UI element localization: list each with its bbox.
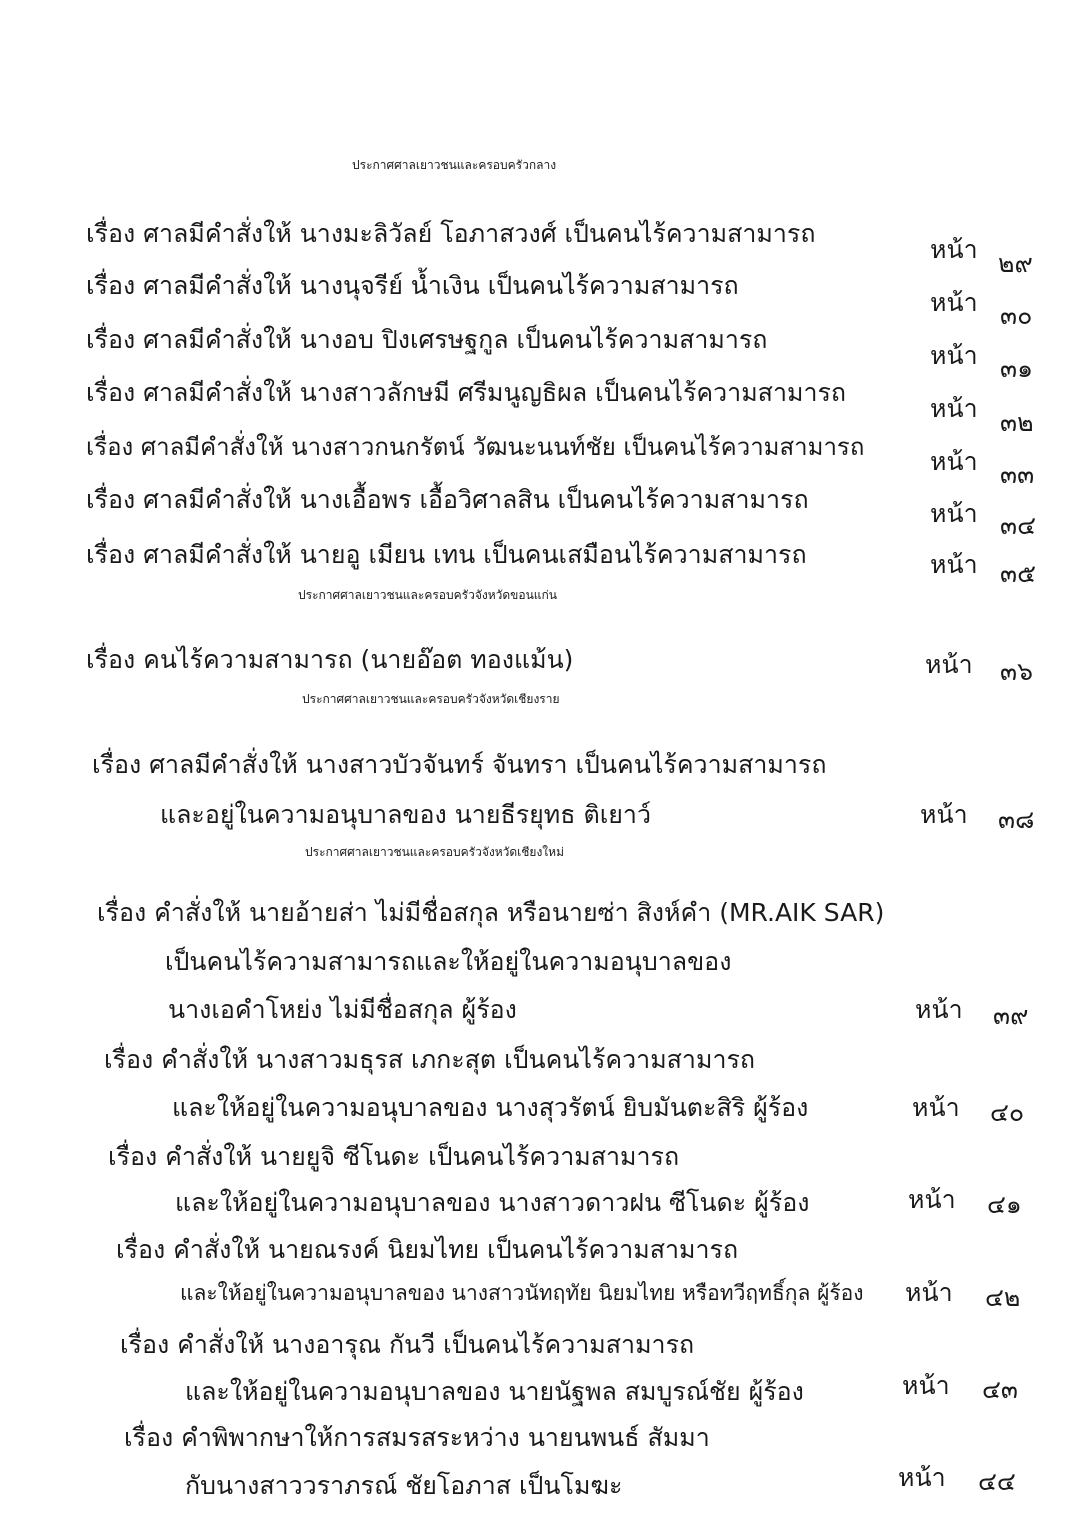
- page-number: ๔๔: [978, 1467, 1016, 1496]
- page-number: ๓๐: [1000, 301, 1033, 330]
- entry-line: และให้อยู่ในความอนุบาลของ นางสาวดาวฝน ซีโนดะ ผู้ร้อง: [175, 1188, 810, 1217]
- entry-line: และอยู่ในความอนุบาลของ นายธีรยุทธ ติเยาว์: [160, 800, 651, 829]
- page-number: ๓๑: [1000, 354, 1033, 383]
- entry-line: และให้อยู่ในความอนุบาลของ นางสาวนัทฤทัย นิยมไทย หรือทวีฤทธิ์กุล ผู้ร้อง: [180, 1281, 864, 1305]
- page-number: ๓๘: [998, 805, 1035, 834]
- entry-line: นางเอคำโหย่ง ไม่มีชื่อสกุล ผู้ร้อง: [168, 995, 517, 1024]
- entry-line: เรื่อง คนไร้ความสามารถ (นายอ๊อต ทองแม้น): [86, 645, 574, 674]
- page-label: หน้า: [902, 1371, 950, 1400]
- page-label: หน้า: [930, 447, 978, 476]
- page-label: หน้า: [908, 1185, 956, 1214]
- entry-line: เรื่อง ศาลมีคำสั่งให้ นางเอื้อพร เอื้อวิศาลสิน เป็นคนไร้ความสามารถ: [86, 485, 809, 514]
- page-number: ๔๑: [987, 1190, 1022, 1219]
- entry-line: และให้อยู่ในความอนุบาลของ นางสุวรัตน์ ยิบมันตะสิริ ผู้ร้อง: [172, 1093, 809, 1122]
- section-heading: ประกาศศาลเยาวชนและครอบครัวกลาง: [352, 158, 557, 172]
- page-label: หน้า: [930, 235, 978, 264]
- entry-line: เรื่อง ศาลมีคำสั่งให้ นางสาวกนกรัตน์ วัฒนะนนท์ชัย เป็นคนไร้ความสามารถ: [86, 433, 865, 461]
- entry-line: เรื่อง ศาลมีคำสั่งให้ นางมะลิวัลย์ โอภาสวงศ์ เป็นคนไร้ความสามารถ: [86, 219, 816, 248]
- entry-line: เรื่อง ศาลมีคำสั่งให้ นางนุจรีย์ น้ำเงิน เป็นคนไร้ความสามารถ: [86, 271, 739, 300]
- page-label: หน้า: [925, 650, 973, 679]
- section-heading: ประกาศศาลเยาวชนและครอบครัวจังหวัดเชียงใหม่: [305, 845, 564, 859]
- page-label: หน้า: [915, 995, 963, 1024]
- page-number: ๓๔: [1000, 511, 1037, 540]
- entry-line: เรื่อง ศาลมีคำสั่งให้ นายอู เมียน เทน เป็นคนเสมือนไร้ความสามารถ: [86, 540, 807, 569]
- entry-line: เรื่อง ศาลมีคำสั่งให้ นางสาวบัวจันทร์ จันทรา เป็นคนไร้ความสามารถ: [92, 750, 827, 779]
- page-number: ๓๖: [1000, 657, 1033, 686]
- page-label: หน้า: [920, 800, 968, 829]
- section-heading: ประกาศศาลเยาวชนและครอบครัวจังหวัดขอนแก่น: [298, 588, 557, 602]
- entry-line: และให้อยู่ในความอนุบาลของ นายนัฐพล สมบูรณ์ชัย ผู้ร้อง: [185, 1377, 804, 1406]
- page-number: ๔๐: [990, 1098, 1025, 1127]
- page-number: ๔๓: [982, 1375, 1019, 1404]
- page-label: หน้า: [905, 1278, 953, 1307]
- page-number: ๓๙: [993, 1001, 1029, 1030]
- entry-line: เรื่อง คำสั่งให้ นายณรงค์ นิยมไทย เป็นคนไร้ความสามารถ: [116, 1235, 739, 1264]
- page-label: หน้า: [898, 1463, 946, 1492]
- entry-line: เรื่อง คำสั่งให้ นายยูจิ ซีโนดะ เป็นคนไร้ความสามารถ: [108, 1142, 680, 1171]
- section-heading: ประกาศศาลเยาวชนและครอบครัวจังหวัดเชียงราย: [302, 692, 560, 706]
- page-label: หน้า: [912, 1093, 960, 1122]
- page-number: ๒๙: [998, 249, 1033, 278]
- page-number: ๓๒: [1000, 408, 1034, 437]
- page-label: หน้า: [930, 288, 978, 317]
- entry-line: เป็นคนไร้ความสามารถและให้อยู่ในความอนุบาลของ: [165, 947, 732, 976]
- entry-line: เรื่อง คำสั่งให้ นายอ้ายส่า ไม่มีชื่อสกุล หรือนายซ่า สิงห์คำ (MR.AIK SAR): [97, 898, 885, 927]
- page-number: ๓๓: [1000, 460, 1035, 489]
- entry-line: เรื่อง คำพิพากษาให้การสมรสระหว่าง นายนพนธ์ สัมมา: [124, 1423, 710, 1452]
- page-number: ๔๒: [985, 1283, 1021, 1312]
- page-label: หน้า: [930, 341, 978, 370]
- entry-line: เรื่อง ศาลมีคำสั่งให้ นางอบ ปิงเศรษฐกูล เป็นคนไร้ความสามารถ: [86, 325, 768, 354]
- entry-line: เรื่อง คำสั่งให้ นางสาวมธุรส เภกะสุต เป็นคนไร้ความสามารถ: [104, 1045, 756, 1074]
- page-number: ๓๕: [1000, 559, 1037, 588]
- entry-line: เรื่อง ศาลมีคำสั่งให้ นางสาวลักษมี ศรีมนูญธิผล เป็นคนไร้ความสามารถ: [86, 378, 847, 407]
- page-label: หน้า: [930, 394, 978, 423]
- entry-line: เรื่อง คำสั่งให้ นางอารุณ กันวี เป็นคนไร้ความสามารถ: [120, 1330, 695, 1359]
- page-label: หน้า: [930, 499, 978, 528]
- entry-line: กับนางสาววราภรณ์ ชัยโอภาส เป็นโมฆะ: [185, 1471, 623, 1500]
- page-label: หน้า: [930, 550, 978, 579]
